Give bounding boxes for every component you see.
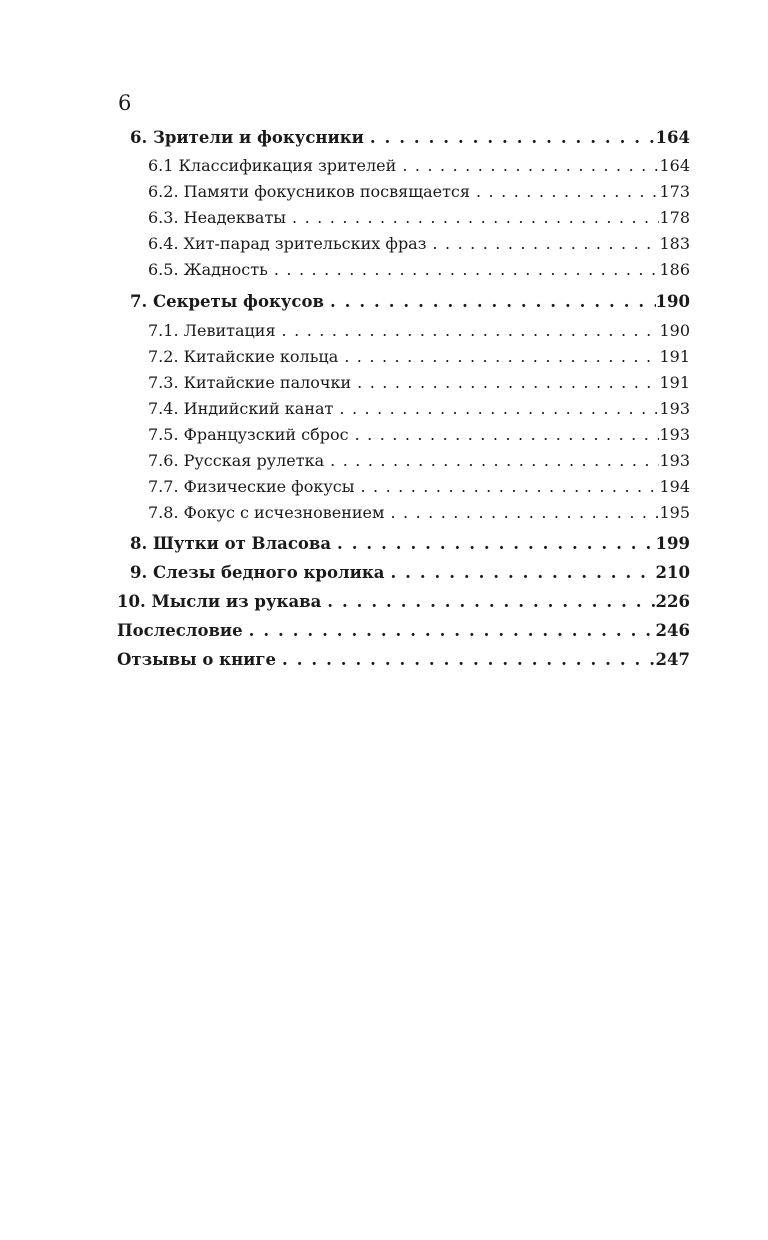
toc-entry [130, 561, 690, 585]
toc-entry-page: 226 [655, 592, 690, 611]
toc-entry-page: 186 [659, 260, 690, 279]
toc-entry-title: 7.8. Фокус с исчезновением [148, 503, 385, 522]
toc-entry [148, 371, 690, 395]
toc-entry-page: 210 [655, 563, 690, 582]
toc-entry [117, 619, 690, 643]
page-number: 6 [118, 91, 132, 115]
toc-entry-title: 7.1. Левитация [148, 321, 276, 340]
toc-entry-title: 6. Зрители и фокусники [130, 128, 364, 147]
toc-entry-page: 247 [655, 650, 690, 669]
toc-entry [148, 423, 690, 447]
toc-entry-page: 183 [659, 234, 690, 253]
toc-entry-page: 190 [655, 292, 690, 311]
toc-entry-title: 10. Мысли из рукава [117, 592, 322, 611]
toc-entry-title: 7.6. Русская рулетка [148, 451, 325, 470]
toc-entry [148, 180, 690, 204]
toc-entry-title: 9. Слезы бедного кролика [130, 563, 385, 582]
toc-entry-page: 193 [659, 425, 690, 444]
toc-entry-title: Отзывы о книге [117, 650, 277, 669]
toc-entry [148, 501, 690, 525]
toc-entry-title: 6.4. Хит-парад зрительских фраз [148, 234, 427, 253]
toc-dot-leader [351, 371, 659, 395]
toc-entry [130, 532, 690, 556]
toc-entry [117, 648, 690, 672]
toc-entry-page: 191 [659, 373, 690, 392]
toc-entry [117, 590, 690, 614]
toc-entry-page: 173 [659, 182, 690, 201]
toc-dot-leader [384, 501, 659, 525]
toc-entry-title: 6.2. Памяти фокусников посвящается [148, 182, 470, 201]
toc-dot-leader [384, 561, 655, 585]
toc-entry-title: Послесловие [117, 621, 243, 640]
toc-entry [148, 319, 690, 343]
toc-entry [130, 126, 690, 150]
toc-entry [148, 475, 690, 499]
toc-dot-leader [338, 345, 659, 369]
toc-entry-page: 193 [659, 451, 690, 470]
toc-dot-leader [324, 449, 659, 473]
toc-entry-title: 7.3. Китайские палочки [148, 373, 352, 392]
toc-dot-leader [396, 154, 659, 178]
toc-dot-leader [349, 423, 660, 447]
toc-dot-leader [276, 648, 656, 672]
toc-entry-page: 164 [655, 128, 690, 147]
toc-entry [148, 232, 690, 256]
toc-entry-page: 195 [659, 503, 690, 522]
toc-entry-page: 190 [659, 321, 690, 340]
toc-entry-page: 194 [659, 477, 690, 496]
toc-dot-leader [243, 619, 656, 643]
toc-entry-page: 193 [659, 399, 690, 418]
toc-entry-page: 164 [659, 156, 690, 175]
toc-dot-leader [331, 532, 656, 556]
toc-entry [148, 154, 690, 178]
toc-dot-leader [276, 319, 660, 343]
toc-dot-leader [321, 590, 655, 614]
toc-entry-title: 7. Секреты фокусов [130, 292, 324, 311]
toc-entry-title: 6.3. Неадекваты [148, 208, 287, 227]
toc-entry-page: 191 [659, 347, 690, 366]
toc-dot-leader [324, 290, 656, 314]
toc-entry-title: 6.5. Жадность [148, 260, 268, 279]
toc-dot-leader [364, 126, 656, 150]
toc-dot-leader [426, 232, 659, 256]
toc-dot-leader [268, 258, 660, 282]
toc-entry-title: 7.4. Индийский канат [148, 399, 334, 418]
toc-entry-title: 8. Шутки от Власова [130, 534, 332, 553]
toc-dot-leader [333, 397, 659, 421]
toc-dot-leader [354, 475, 659, 499]
toc-dot-leader [470, 180, 659, 204]
toc-entry-title: 7.5. Французский сброс [148, 425, 349, 444]
toc-entry [148, 206, 690, 230]
toc-entry-page: 199 [655, 534, 690, 553]
toc-entry [148, 449, 690, 473]
toc-entry-page: 178 [659, 208, 690, 227]
toc-entry-title: 7.2. Китайские кольца [148, 347, 339, 366]
toc-entry [148, 345, 690, 369]
toc-entry [148, 258, 690, 282]
toc-dot-leader [286, 206, 659, 230]
toc-entry [148, 397, 690, 421]
toc-entry-title: 7.7. Физические фокусы [148, 477, 355, 496]
toc-entry-title: 6.1 Классификация зрителей [148, 156, 397, 175]
toc-entry [130, 290, 690, 314]
toc-entry-page: 246 [655, 621, 690, 640]
